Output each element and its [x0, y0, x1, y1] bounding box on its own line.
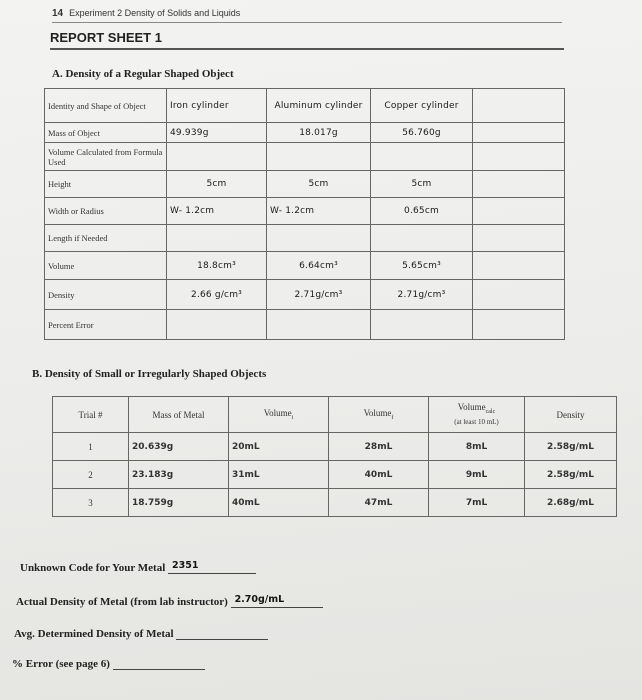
- cell-formula-3: [371, 143, 473, 171]
- cell-volume-2: 6.64cm³: [267, 252, 371, 280]
- cell-width-2: W- 1.2cm: [267, 198, 371, 225]
- cell-length-4: [473, 225, 565, 252]
- actual-density-label: Actual Density of Metal (from lab instructor): [16, 596, 228, 608]
- trial-density: 2.58g/mL: [525, 461, 617, 489]
- trial-volume-initial: 20mL: [229, 433, 329, 461]
- cell-density-2: 2.71g/cm³: [267, 280, 371, 310]
- cell-width-1: W- 1.2cm: [167, 198, 267, 225]
- table-row: [45, 310, 565, 340]
- page-number: 14: [52, 8, 64, 19]
- cell-error-2: [267, 310, 371, 340]
- header-volume-calc-note: (at least 10 mL): [454, 418, 499, 427]
- trial-volume-final: 28mL: [329, 433, 429, 461]
- header-volume-calc-sub: calc: [485, 408, 496, 415]
- table-row: [45, 198, 565, 225]
- table-row: [53, 489, 617, 517]
- table-row: [45, 123, 565, 143]
- cell-identity-3: Copper cylinder: [371, 89, 473, 123]
- page-header: [52, 8, 240, 19]
- unknown-code-label: Unknown Code for Your Metal: [20, 562, 166, 574]
- section-a-title: A. Density of a Regular Shaped Object: [52, 68, 234, 80]
- header-volume-final: [329, 397, 429, 433]
- percent-error-row: [12, 656, 205, 670]
- irregular-object-table: [52, 396, 617, 517]
- percent-error-value: [113, 656, 117, 667]
- table-row: [45, 252, 565, 280]
- header-volume-calc: [429, 397, 525, 433]
- cell-height-4: [473, 171, 565, 198]
- cell-volume-1: 18.8cm³: [167, 252, 267, 280]
- cell-length-1: [167, 225, 267, 252]
- cell-error-1: [167, 310, 267, 340]
- actual-density-field: [231, 594, 323, 608]
- cell-volume-3: 5.65cm³: [371, 252, 473, 280]
- avg-density-label: Avg. Determined Density of Metal: [14, 628, 174, 640]
- trial-volume-calc: 8mL: [429, 433, 525, 461]
- avg-density-row: [14, 626, 268, 640]
- header-trial: Trial #: [53, 397, 129, 433]
- trial-density: 2.58g/mL: [525, 433, 617, 461]
- trial-volume-initial: 31mL: [229, 461, 329, 489]
- trial-number: 3: [53, 489, 129, 517]
- cell-volume-4: [473, 252, 565, 280]
- cell-identity-1: Iron cylinder: [167, 89, 267, 123]
- header-volume-final-sub: f: [391, 414, 394, 421]
- row-label-mass: Mass of Object: [45, 123, 167, 143]
- report-title-rule: [50, 48, 564, 50]
- trial-mass: 20.639g: [129, 433, 229, 461]
- cell-height-3: 5cm: [371, 171, 473, 198]
- trial-mass: 18.759g: [129, 489, 229, 517]
- unknown-code-row: [20, 560, 256, 574]
- cell-identity-4: [473, 89, 565, 123]
- trial-number: 1: [53, 433, 129, 461]
- report-title: REPORT SHEET 1: [50, 30, 162, 45]
- header-volume-calc-text: Volume: [457, 401, 486, 412]
- row-label-percent-error: Percent Error: [45, 310, 167, 340]
- table-row: [53, 433, 617, 461]
- table-row: [45, 225, 565, 252]
- cell-mass-2: 18.017g: [267, 123, 371, 143]
- cell-height-1: 5cm: [167, 171, 267, 198]
- table-row: [53, 461, 617, 489]
- unknown-code-field: [168, 560, 256, 574]
- cell-density-4: [473, 280, 565, 310]
- table-row: [45, 280, 565, 310]
- cell-formula-4: [473, 143, 565, 171]
- cell-density-3: 2.71g/cm³: [371, 280, 473, 310]
- table-row: [45, 143, 565, 171]
- row-label-volume: Volume: [45, 252, 167, 280]
- header-volume-initial: [229, 397, 329, 433]
- cell-mass-3: 56.760g: [371, 123, 473, 143]
- header-title: Experiment 2 Density of Solids and Liquids: [69, 8, 241, 18]
- trial-volume-calc: 7mL: [429, 489, 525, 517]
- cell-mass-1: 49.939g: [167, 123, 267, 143]
- actual-density-value: 2.70g/mL: [234, 594, 285, 605]
- cell-length-3: [371, 225, 473, 252]
- header-density: Density: [525, 397, 617, 433]
- header-volume-final-text: Volume: [363, 408, 392, 419]
- cell-error-4: [473, 310, 565, 340]
- cell-error-3: [371, 310, 473, 340]
- trial-volume-final: 40mL: [329, 461, 429, 489]
- cell-identity-2: Aluminum cylinder: [267, 89, 371, 123]
- header-rule: [52, 22, 562, 23]
- cell-formula-1: [167, 143, 267, 171]
- avg-density-field: [176, 626, 268, 640]
- table-row: [45, 171, 565, 198]
- row-label-identity: Identity and Shape of Object: [45, 89, 167, 123]
- header-volume-initial-text: Volume: [263, 408, 292, 419]
- trial-volume-final: 47mL: [329, 489, 429, 517]
- avg-density-value: [176, 626, 180, 637]
- cell-width-3: 0.65cm: [371, 198, 473, 225]
- percent-error-field: [113, 656, 205, 670]
- trial-volume-calc: 9mL: [429, 461, 525, 489]
- table-header-row: [53, 397, 617, 433]
- trial-mass: 23.183g: [129, 461, 229, 489]
- header-volume-initial-sub: i: [291, 414, 294, 421]
- cell-length-2: [267, 225, 371, 252]
- cell-mass-4: [473, 123, 565, 143]
- unknown-code-value: 2351: [172, 560, 199, 571]
- header-mass: Mass of Metal: [129, 397, 229, 433]
- percent-error-label: % Error (see page 6): [12, 658, 110, 670]
- table-row: [45, 89, 565, 123]
- row-label-width: Width or Radius: [45, 198, 167, 225]
- actual-density-row: [16, 594, 323, 608]
- trial-density: 2.68g/mL: [525, 489, 617, 517]
- cell-width-4: [473, 198, 565, 225]
- section-b-title: B. Density of Small or Irregularly Shaped Objects: [32, 368, 267, 380]
- row-label-height: Height: [45, 171, 167, 198]
- cell-height-2: 5cm: [267, 171, 371, 198]
- row-label-formula: Volume Calculated from Formula Used: [45, 143, 167, 171]
- regular-object-table: [44, 88, 565, 340]
- trial-number: 2: [53, 461, 129, 489]
- cell-formula-2: [267, 143, 371, 171]
- row-label-length: Length if Needed: [45, 225, 167, 252]
- trial-volume-initial: 40mL: [229, 489, 329, 517]
- row-label-density: Density: [45, 280, 167, 310]
- cell-density-1: 2.66 g/cm³: [167, 280, 267, 310]
